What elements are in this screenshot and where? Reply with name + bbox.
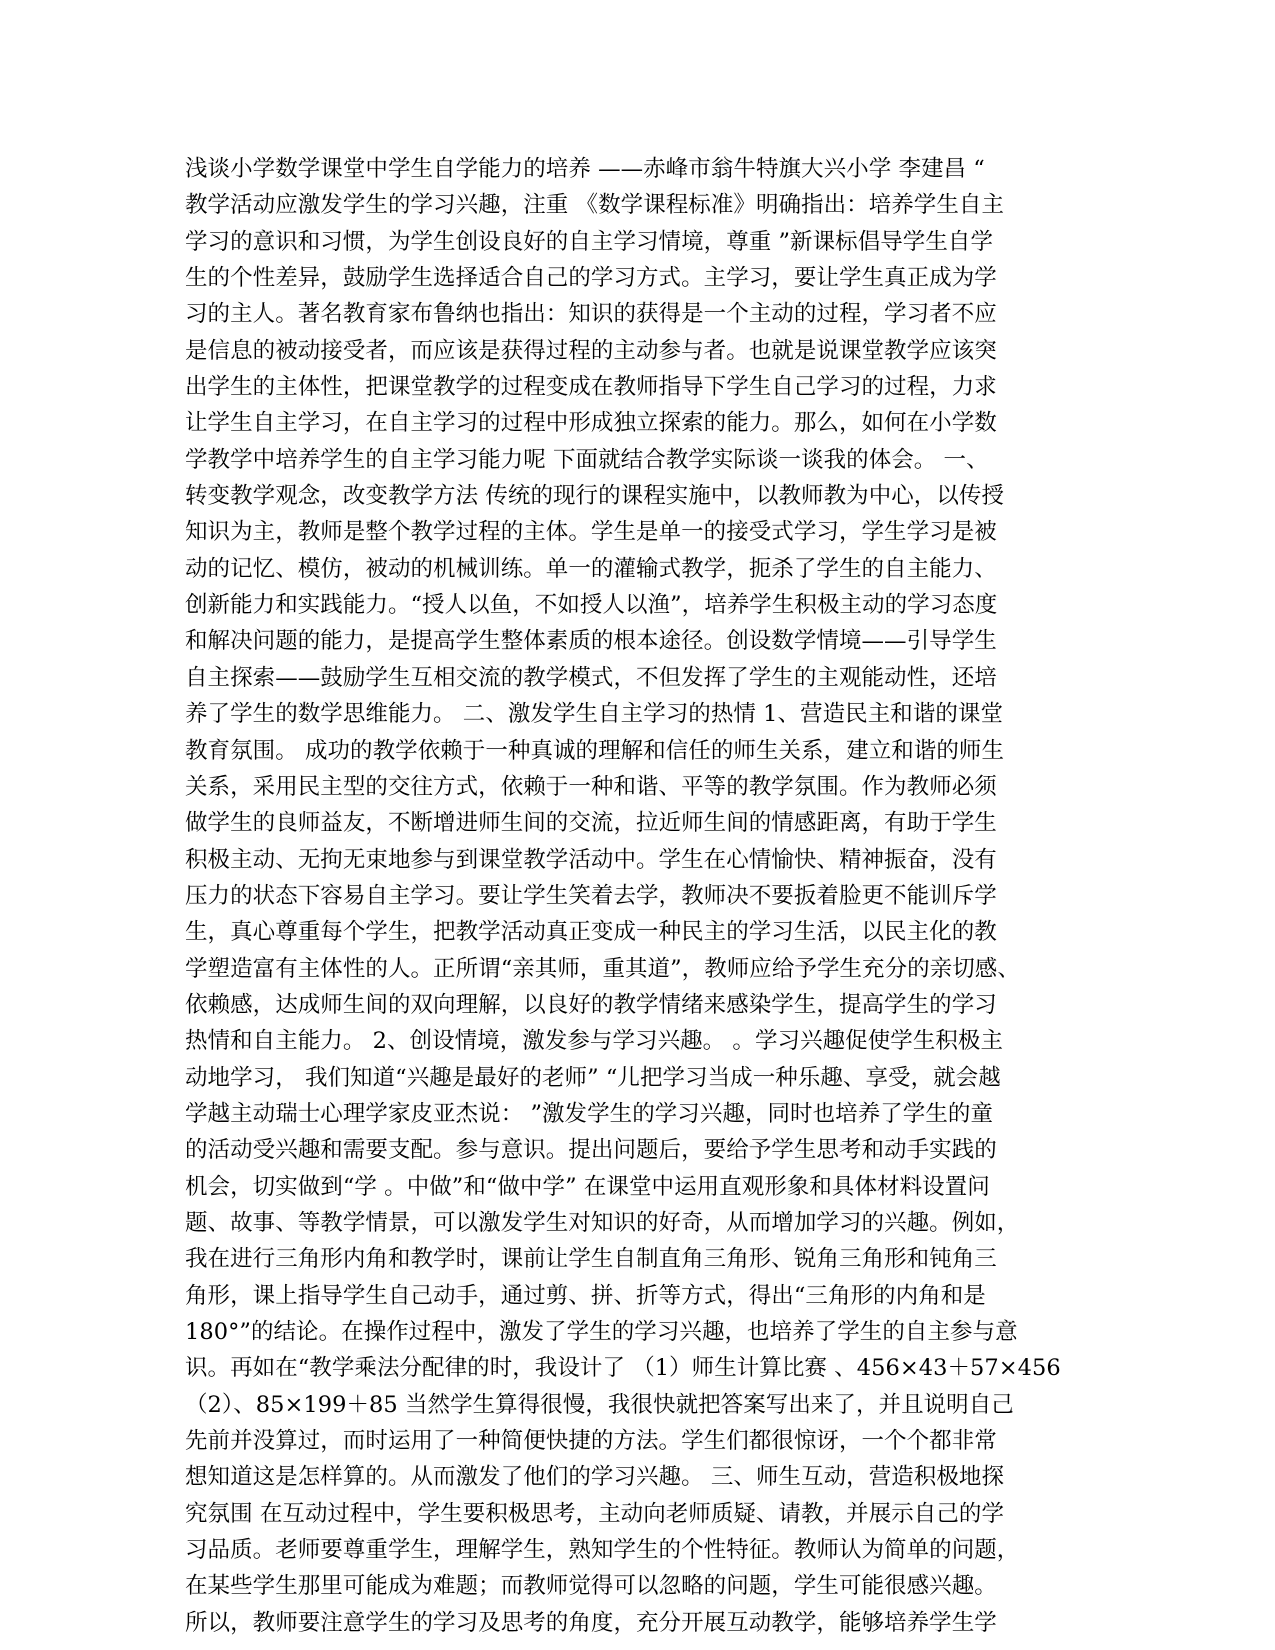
text-line: 180°”的结论。在操作过程中，激发了学生的学习兴趣，也培养了学生的自主参与意 bbox=[185, 1319, 1018, 1345]
text-line: 究氛围 在互动过程中，学生要积极思考，主动向老师质疑、请教，并展示自己的学 bbox=[185, 1500, 1005, 1527]
text-line: 关系，采用民主型的交往方式，依赖于一种和谐、平等的教学氛围。作为教师必须 bbox=[185, 773, 997, 800]
text-line: 所以，教师要注意学生的学习及思考的角度，充分开展互动教学，能够培养学生学 bbox=[185, 1609, 997, 1636]
text-line: 热情和自主能力。 2、创设情境，激发参与学习兴趣。 。学习兴趣促使学生积极主 bbox=[185, 1028, 1004, 1055]
text-line: 角形，课上指导学生自己动手，通过剪、拼、折等方式，得出“三角形的内角和是 bbox=[185, 1282, 986, 1309]
text-line: 压力的状态下容易自主学习。要让学生笑着去学，教师决不要扳着脸更不能训斥学 bbox=[185, 882, 997, 909]
text-line: （2）、85×199＋85 当然学生算得很慢，我很快就把答案写出来了，并且说明自己 bbox=[185, 1391, 1014, 1418]
text-line: 先前并没算过，而时运用了一种简便快捷的方法。学生们都很惊讶，一个个都非常 bbox=[185, 1428, 997, 1455]
text-line: 做学生的良师益友，不断增进师生间的交流，拉近师生间的情感距离，有助于学生 bbox=[185, 810, 997, 837]
text-line: 习品质。老师要尊重学生，理解学生，熟知学生的个性特征。教师认为简单的问题， bbox=[185, 1537, 1020, 1564]
text-line: 是信息的被动接受者，而应该是获得过程的主动参与者。也就是说课堂教学应该突 bbox=[185, 337, 997, 364]
text-line: 生，真心尊重每个学生，把教学活动真正变成一种民主的学习生活，以民主化的教 bbox=[185, 919, 997, 946]
body-text bbox=[185, 151, 1090, 1641]
text-line: 生的个性差异，鼓励学生选择适合自己的学习方式。主学习，要让学生真正成为学 bbox=[185, 265, 997, 292]
text-line: 识。再如在“教学乘法分配律的时，我设计了 （1）师生计算比赛 、456×43＋57×456 bbox=[185, 1355, 1061, 1382]
text-line: 学习的意识和习惯，为学生创设良好的自主学习情境，尊重 ”新课标倡导学生自学 bbox=[185, 228, 994, 255]
text-line: 出学生的主体性，把课堂教学的过程变成在教师指导下学生自己学习的过程，力求 bbox=[185, 374, 997, 401]
text-line: 学塑造富有主体性的人。正所谓“亲其师，重其道”，教师应给予学生充分的亲切感、 bbox=[185, 955, 1020, 982]
text-line: 我在进行三角形内角和教学时，课前让学生自制直角三角形、锐角三角形和钝角三 bbox=[185, 1246, 997, 1273]
text-line: 动的记忆、模仿，被动的机械训练。单一的灌输式教学，扼杀了学生的自主能力、 bbox=[185, 555, 997, 582]
text-line: 创新能力和实践能力。“授人以鱼，不如授人以渔”，培养学生积极主动的学习态度 bbox=[185, 592, 998, 619]
text-line: 浅谈小学数学课堂中学生自学能力的培养 ——赤峰市翁牛特旗大兴小学 李建昌 “ bbox=[185, 156, 985, 182]
text-line: 知识为主，教师是整个教学过程的主体。学生是单一的接受式学习，学生学习是被 bbox=[185, 519, 997, 546]
text-line: 的活动受兴趣和需要支配。参与意识。提出问题后，要给予学生思考和动手实践的 bbox=[185, 1137, 997, 1164]
text-line: 和解决问题的能力，是提高学生整体素质的根本途径。创设数学情境——引导学生 bbox=[185, 628, 997, 655]
text-line: 习的主人。著名教育家布鲁纳也指出：知识的获得是一个主动的过程，学习者不应 bbox=[185, 301, 997, 328]
text-line: 转变教学观念，改变教学方法 传统的现行的课程实施中，以教师教为中心，以传授 bbox=[185, 483, 1005, 510]
text-line: 让学生自主学习，在自主学习的过程中形成独立探索的能力。那么，如何在小学数 bbox=[185, 410, 997, 437]
text-line: 教学活动应激发学生的学习兴趣，注重 《数学课程标准》明确指出：培养学生自主 bbox=[185, 192, 1005, 219]
text-line: 养了学生的数学思维能力。 二、激发学生自主学习的热情 1、营造民主和谐的课堂 bbox=[185, 701, 1004, 728]
text-line: 自主探索——鼓励学生互相交流的教学模式，不但发挥了学生的主观能动性，还培 bbox=[185, 664, 997, 691]
text-line: 教育氛围。 成功的教学依赖于一种真诚的理解和信任的师生关系，建立和谐的师生 bbox=[185, 737, 1005, 764]
text-line: 依赖感，达成师生间的双向理解，以良好的教学情绪来感染学生，提高学生的学习 bbox=[185, 991, 997, 1018]
text-line: 学越主动瑞士心理学家皮亚杰说： ”激发学生的学习兴趣，同时也培养了学生的童 bbox=[185, 1100, 994, 1127]
text-line: 学教学中培养学生的自主学习能力呢 下面就结合教学实际谈一谈我的体会。 一、 bbox=[185, 446, 989, 473]
text-line: 题、故事、等教学情景，可以激发学生对知识的好奇，从而增加学习的兴趣。例如， bbox=[185, 1209, 1020, 1236]
text-line: 动地学习， 我们知道“兴趣是最好的老师” “儿把学习当成一种乐趣、享受，就会越 bbox=[185, 1064, 1001, 1091]
text-line: 在某些学生那里可能成为难题；而教师觉得可以忽略的问题，学生可能很感兴趣。 bbox=[185, 1573, 997, 1600]
text-line: 想知道这是怎样算的。从而激发了他们的学习兴趣。 三、师生互动，营造积极地探 bbox=[185, 1464, 1005, 1491]
text-line: 积极主动、无拘无束地参与到课堂教学活动中。学生在心情愉快、精神振奋，没有 bbox=[185, 846, 997, 873]
text-line: 机会，切实做到“学 。中做”和“做中学” 在课堂中运用直观形象和具体材料设置问 bbox=[185, 1173, 990, 1200]
